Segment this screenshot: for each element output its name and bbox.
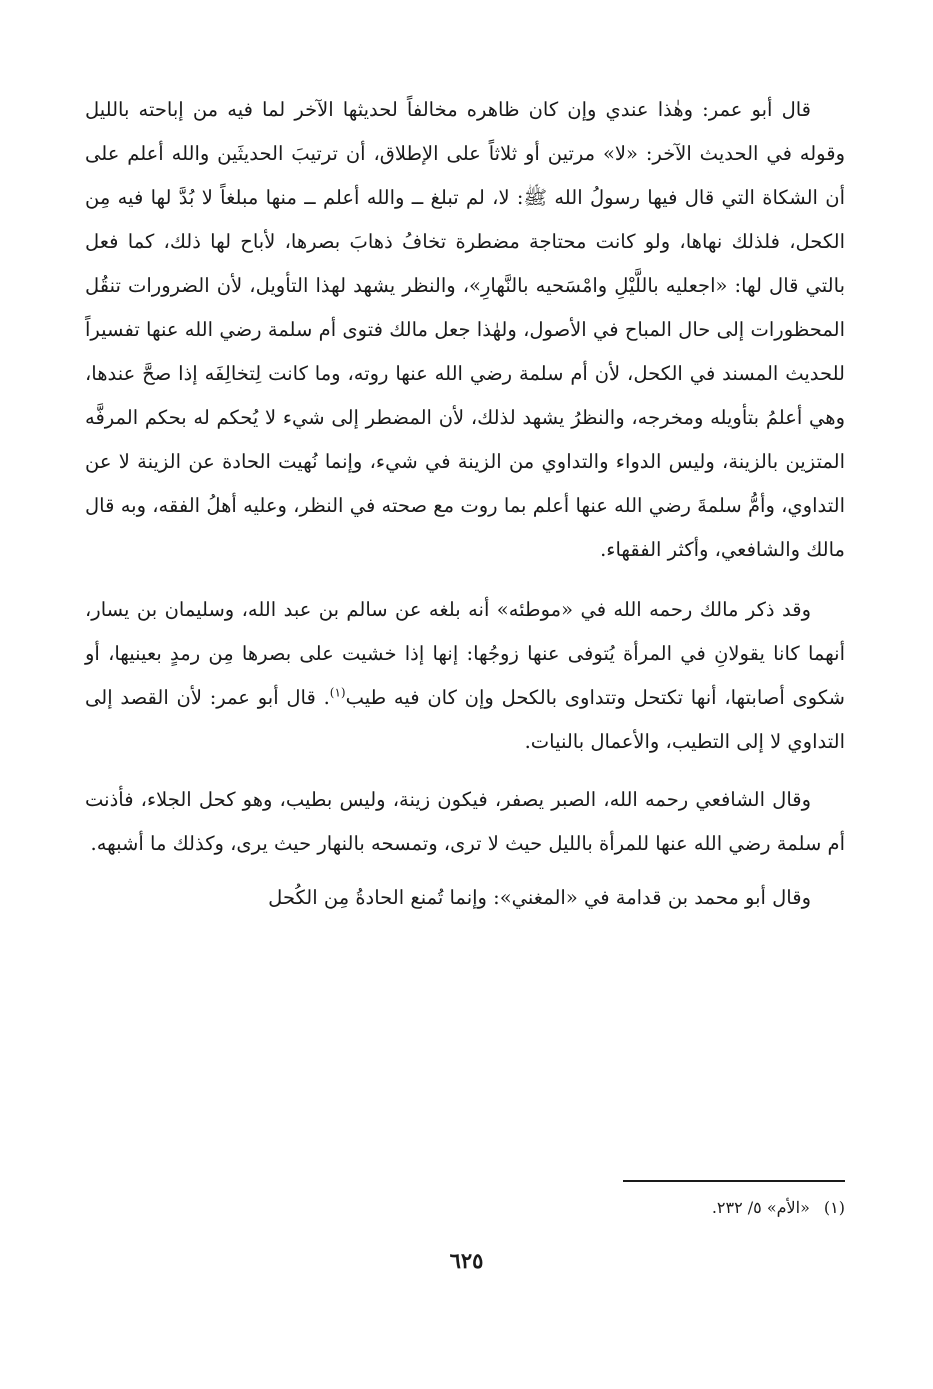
main-text bbox=[85, 88, 845, 920]
paragraph-2-continuation: . قال أبو عمر: لأن القصد إلى التداوي لا إلى التطيب، والأعمال بالنيات. bbox=[85, 686, 845, 753]
page-number: ٦٢٥ bbox=[449, 1248, 484, 1273]
footnote-divider bbox=[623, 1180, 845, 1182]
footnote-number: (١) bbox=[823, 1198, 845, 1217]
footnote-reference: (١) bbox=[329, 685, 346, 700]
footnote-text: «الأم» ٥/ ٢٣٢. bbox=[711, 1198, 810, 1217]
paragraph-4: وقال أبو محمد بن قدامة في «المغني»: وإنما تُمنع الحادةُ مِن الكُحل bbox=[268, 886, 811, 909]
footnote bbox=[445, 1194, 845, 1222]
paragraph-2-text: وقد ذكر مالك رحمه الله في «موطئه» أنه بلغه عن سالم بن عبد الله، وسليمان بن يسار، أنهما كانا يقولانِ في المرأة يُتوفى عنها زوجُها: إنها إذا خشيت على بصرها مِن رمدٍ بعينيها، أو شكوى أصابتها، أنها تكتحل وتتداوى بالكحل وإن كان فيه طيب bbox=[85, 598, 845, 709]
paragraph-2 bbox=[85, 588, 845, 764]
paragraph-1: قال أبو عمر: وهٰذا عندي وإن كان ظاهره مخالفاً لحديثها الآخر لما فيه من إباحته بالليل وقوله في الحديث الآخر: «لا» مرتين أو ثلاثاً على الإطلاق، أن ترتيبَ الحديثَين والله أعلم على أن الشكاة التي قال فيها رسولُ الله ﷺ: لا، لم تبلغ ــ والله أعلم ــ منها مبلغاً لا بُدَّ لها فيه مِن الكحل، فلذلك نهاها، ولو كانت محتاجة مضطرة تخافُ ذهابَ بصرها، لأباح لها ذلك، كما فعل بالتي قال لها: «اجعليه باللَّيْلِ وامْسَحيه بالنَّهارِ»، والنظر يشهد لهذا التأويل، لأن الضرورات تنقُل المحظورات إلى حال المباح في الأصول، ولهٰذا جعل مالك فتوى أم سلمة رضي الله عنها تفسيراً للحديث المسند في الكحل، لأن أم سلمة رضي الله عنها روته، وما كانت لِتخالِفَه إذا صحَّ عندها، وهي أعلمُ بتأويله ومخرجه، والنظرُ يشهد لذلك، لأن المضطر إلى شيء لا يُحكم له بحكم المرفَّه المتزين بالزينة، وليس الدواء والتداوي من الزينة في شيء، وإنما نُهيت الحادة عن الزينة لا عن التداوي، وأمُّ سلمةَ رضي الله عنها أعلم بما روت مع صحته في النظر، وعليه أهلُ الفقه، وبه قال مالك والشافعي، وأكثر الفقهاء. bbox=[85, 98, 845, 561]
paragraph-3: وقال الشافعي رحمه الله، الصبر يصفر، فيكون زينة، وليس بطيب، وهو كحل الجلاء، فأذنت أم سلمة رضي الله عنها للمرأة بالليل حيث لا ترى، وتمسحه بالنهار حيث يرى، وكذلك ما أشبهه. bbox=[85, 788, 845, 855]
